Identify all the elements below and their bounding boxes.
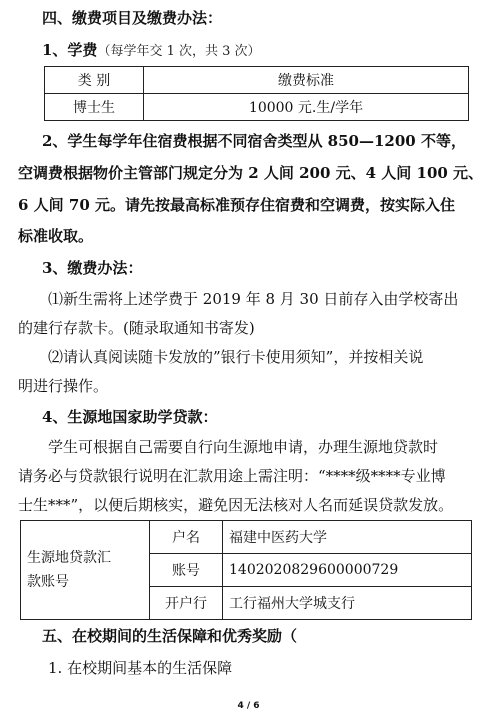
loan-table-label-line-1: 生源地贷款汇 xyxy=(27,550,111,566)
loan-table-label xyxy=(21,521,150,620)
loan-table-key: 账号 xyxy=(150,554,223,587)
section-5-heading: 五、在校期间的生活保障和优秀奖励（ xyxy=(42,627,298,645)
student-loan-line-2: 请务必与贷款银行说明在汇款用途上需注明：“****级****专业博 xyxy=(18,467,446,485)
loan-table-value: 福建中医药大学 xyxy=(223,521,472,554)
student-loan-line-1: 学生可根据自己需要自行向生源地申请，办理生源地贷款时 xyxy=(48,438,439,456)
fee-table-header-standard: 缴费标准 xyxy=(144,67,469,94)
fee-table-row xyxy=(45,94,469,121)
tuition-title-line xyxy=(42,40,261,62)
accommodation-line-3: 6 人间 70 元。请先按最高标准预存住宿费和空调费，按实际入住 xyxy=(18,196,455,214)
loan-table-label-line-2: 款账号 xyxy=(27,574,69,590)
accommodation-line-2: 空调费根据物价主管部门规定分为 2 人间 200 元、4 人间 100 元、 xyxy=(18,164,484,182)
tuition-note: （每学年交 1 次，共 3 次） xyxy=(97,44,261,59)
loan-table-value: 1402020829600000729 xyxy=(223,554,472,587)
fee-table-row-category: 博士生 xyxy=(45,94,144,121)
student-loan-title: 4、生源地国家助学贷款： xyxy=(42,408,218,426)
payment-method-title: 3、缴费办法： xyxy=(42,259,143,277)
section-4-heading: 四、缴费项目及缴费办法： xyxy=(42,9,223,27)
fee-table-header-row xyxy=(45,67,469,94)
loan-table-key: 开户行 xyxy=(150,587,223,620)
loan-table-row xyxy=(21,521,472,554)
loan-table-value: 工行福州大学城支行 xyxy=(223,587,472,620)
fee-table xyxy=(44,66,469,121)
payment-method-line-2: 的建行存款卡。(随录取通知书寄发) xyxy=(18,319,255,337)
fee-table-row-standard: 10000 元.生/学年 xyxy=(144,94,469,121)
fee-table-header-category: 类 别 xyxy=(45,67,144,94)
loan-account-table xyxy=(20,520,472,620)
living-support-item: 1. 在校期间基本的生活保障 xyxy=(48,659,233,677)
loan-table-key: 户名 xyxy=(150,521,223,554)
payment-method-line-4: 明进行操作。 xyxy=(18,377,109,395)
payment-method-line-1: ⑴新生需将上述学费于 2019 年 8 月 30 日前存入由学校寄出 xyxy=(48,290,459,308)
accommodation-line-4: 标准收取。 xyxy=(18,227,94,245)
payment-method-line-3: ⑵请认真阅读随卡发放的”银行卡使用须知”，并按相关说 xyxy=(48,348,424,366)
tuition-title: 1、学费 xyxy=(42,41,98,59)
accommodation-line-1: 2、学生每学年住宿费根据不同宿舍类型从 850—1200 不等， xyxy=(42,132,466,150)
page-number: 4 / 6 xyxy=(237,701,260,711)
student-loan-line-3: 士生***”，以便后期核实，避免因无法核对人名而延误贷款发放。 xyxy=(18,496,454,514)
